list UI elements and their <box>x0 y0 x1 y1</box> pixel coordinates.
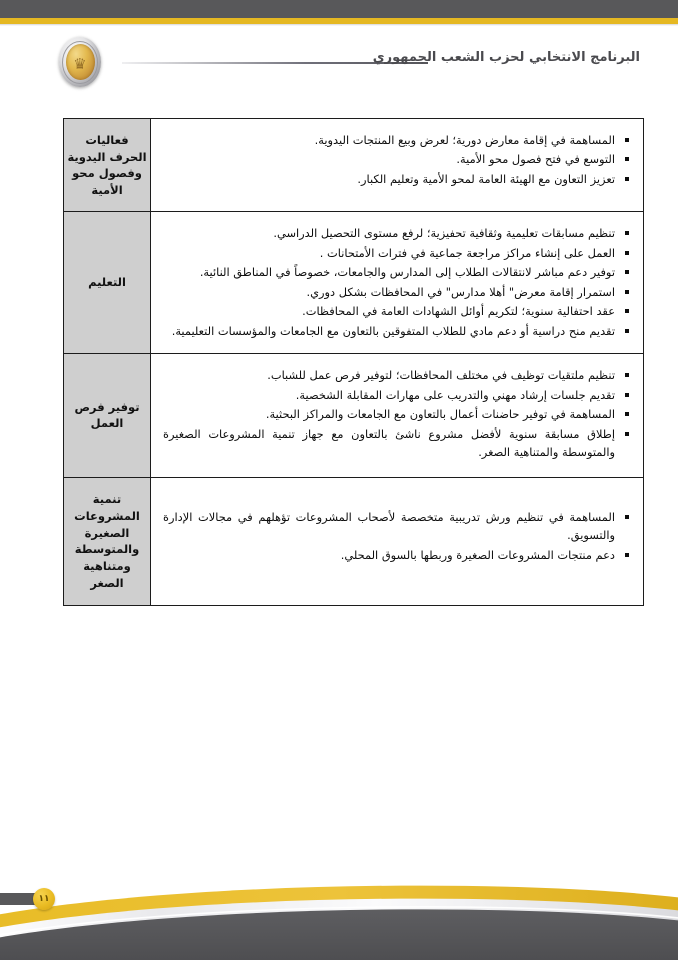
points-list <box>163 224 633 340</box>
top-bar-shadow <box>0 24 678 26</box>
list-item: التوسع في فتح فصول محو الأمية. <box>163 150 617 168</box>
table-row <box>64 477 644 605</box>
top-dark-bar <box>0 0 678 18</box>
table-cell-points <box>151 212 644 354</box>
table-cell-category: التعليم <box>64 212 151 354</box>
list-item: تنظيم مسابقات تعليمية وثقافية تحفيزية؛ لرفع مستوى التحصيل الدراسي. <box>163 224 617 242</box>
list-item: توفير دعم مباشر لانتقالات الطلاب إلى المدارس والجامعات، خصوصاً في المناطق النائية. <box>163 263 617 281</box>
list-item: تقديم منح دراسية أو دعم مادي للطلاب المتفوقين بالتعاون مع الجامعات والمؤسسات التعليمية. <box>163 322 617 340</box>
points-list <box>163 366 633 461</box>
list-item: تعزيز التعاون مع الهيئة العامة لمحو الأمية وتعليم الكبار. <box>163 170 617 188</box>
footer-wave-decoration <box>0 874 678 960</box>
table-cell-points <box>151 477 644 605</box>
table-cell-category: تنمية المشروعات الصغيرة والمتوسطة ومتناهية الصغر <box>64 477 151 605</box>
table-cell-category: فعاليات الحرف اليدوية وفصول محو الأمية <box>64 119 151 212</box>
program-table <box>63 118 644 606</box>
table-row <box>64 212 644 354</box>
list-item: العمل على إنشاء مراكز مراجعة جماعية في فترات الأمتحانات . <box>163 244 617 262</box>
list-item: إطلاق مسابقة سنوية لأفضل مشروع ناشئ بالتعاون مع جهاز تنمية المشروعات الصغيرة والمتوسطة والمتناهية الصغر. <box>163 425 617 462</box>
table-cell-category: توفير فرص العمل <box>64 354 151 477</box>
points-list <box>163 131 633 188</box>
table-cell-points <box>151 354 644 477</box>
page-header <box>0 32 678 94</box>
points-list <box>163 508 633 564</box>
eagle-glyph-icon: ♛ <box>73 55 87 74</box>
list-item: تقديم جلسات إرشاد مهني والتدريب على مهارات المقابلة الشخصية. <box>163 386 617 404</box>
table-row <box>64 119 644 212</box>
page-number-badge: ١١ <box>33 888 55 910</box>
table-cell-points <box>151 119 644 212</box>
list-item: عقد احتفالية سنوية؛ لتكريم أوائل الشهادات العامة في المحافظات. <box>163 302 617 320</box>
list-item: المساهمة في توفير حاضنات أعمال بالتعاون مع الجامعات والمراكز البحثية. <box>163 405 617 423</box>
list-item: استمرار إقامة معرض" أهلا مدارس" في المحافظات بشكل دوري. <box>163 283 617 301</box>
list-item: تنظيم ملتقيات توظيف في مختلف المحافظات؛ لتوفير فرص عمل للشباب. <box>163 366 617 384</box>
list-item: المساهمة في إقامة معارض دورية؛ لعرض وبيع المنتجات اليدوية. <box>163 131 617 149</box>
list-item: المساهمة في تنظيم ورش تدريبية متخصصة لأصحاب المشروعات تؤهلهم في مجالات الإدارة والتسويق. <box>163 508 617 545</box>
page-title: البرنامج الانتخابي لحزب الشعب الجمهوري <box>372 50 640 65</box>
egypt-eagle-emblem-icon <box>52 37 108 89</box>
list-item: دعم منتجات المشروعات الصغيرة وربطها بالسوق المحلي. <box>163 546 617 564</box>
table-row <box>64 354 644 477</box>
